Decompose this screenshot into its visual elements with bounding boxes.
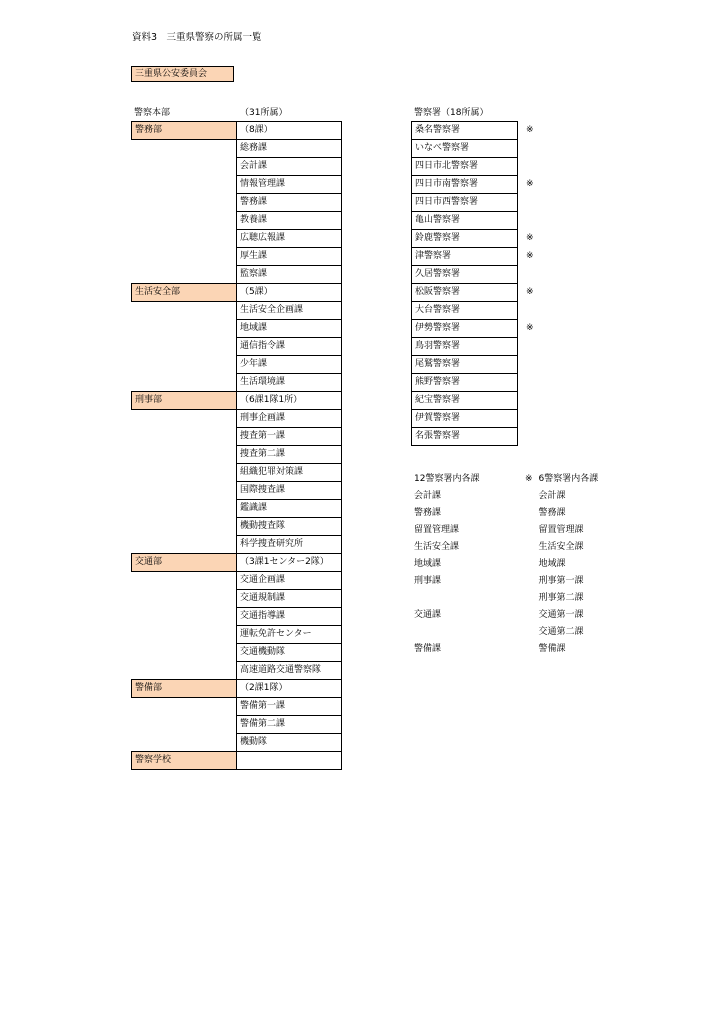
station6-section: 生活安全課 [538, 542, 584, 552]
department-cell [132, 320, 237, 338]
table-row [412, 194, 544, 212]
table-row [132, 590, 342, 608]
table-row [412, 356, 544, 374]
section-cell: 総務課 [237, 140, 342, 158]
station-cell: 尾鷲警察署 [412, 356, 518, 374]
station-cell: 津警察署 [412, 248, 518, 266]
table-row [132, 320, 342, 338]
station6-section: 警備課 [538, 644, 566, 654]
table-row [412, 338, 544, 356]
department-cell [132, 626, 237, 644]
station-mark [518, 428, 544, 446]
stations-table [411, 121, 544, 446]
section-cell: 捜査第二課 [237, 446, 342, 464]
department-cell [132, 464, 237, 482]
table-row [132, 716, 342, 734]
list-item [411, 624, 636, 641]
station6-section: 6警察署内各課 [538, 474, 599, 484]
department-cell [132, 716, 237, 734]
station12-section: 会計課 [414, 491, 442, 501]
section-cell: 監察課 [237, 266, 342, 284]
section-cell: 鑑識課 [237, 500, 342, 518]
station-cell: 四日市北警察署 [412, 158, 518, 176]
station6-section: 刑事第一課 [538, 576, 584, 586]
table-row [132, 626, 342, 644]
station6-mark [517, 488, 536, 505]
table-row [412, 266, 544, 284]
station-mark: ※ [526, 323, 534, 333]
station-cell: 鈴鹿警察署 [412, 230, 518, 248]
table-row [132, 662, 342, 680]
list-item [411, 573, 636, 590]
department-cell [132, 536, 237, 554]
station-cell: 久居警察署 [412, 266, 518, 284]
hq-header-count: （31所属） [240, 108, 288, 118]
department-cell [132, 590, 237, 608]
section-cell: 警務課 [237, 194, 342, 212]
section-cell: 警備第一課 [237, 698, 342, 716]
list-item [411, 488, 636, 505]
station6-section: 地域課 [538, 559, 566, 569]
hq-header-label: 警察本部 [134, 108, 171, 118]
station-cell: 伊勢警察署 [412, 320, 518, 338]
station6-section: 留置管理課 [538, 525, 584, 535]
department-cell [132, 158, 237, 176]
department-cell: 刑事部 [132, 392, 237, 410]
station12-section: 地域課 [414, 559, 442, 569]
station-cell: 鳥羽警察署 [412, 338, 518, 356]
station-mark: ※ [526, 233, 534, 243]
section-cell: 交通企画課 [237, 572, 342, 590]
section-cell: 機動捜査隊 [237, 518, 342, 536]
station6-mark [517, 624, 536, 641]
station6-section: 交通第一課 [538, 610, 584, 620]
hq-table [131, 121, 342, 770]
station-cell: 紀宝警察署 [412, 392, 518, 410]
section-cell: （3課1センター2隊） [237, 554, 342, 572]
station12-section: 交通課 [414, 610, 442, 620]
table-row [132, 644, 342, 662]
commission-box: 三重県公安委員会 [131, 66, 234, 82]
table-row [132, 230, 342, 248]
section-cell: （6課1隊1所） [237, 392, 342, 410]
department-cell [132, 176, 237, 194]
list-item [411, 539, 636, 556]
section-cell: （8課） [237, 122, 342, 140]
table-row [132, 266, 342, 284]
list-item [411, 522, 636, 539]
station6-section: 刑事第二課 [538, 593, 584, 603]
department-cell: 交通部 [132, 554, 237, 572]
department-cell: 警務部 [132, 122, 237, 140]
table-row [132, 518, 342, 536]
list-item [411, 607, 636, 624]
station-cell: 大台警察署 [412, 302, 518, 320]
station6-mark [517, 505, 536, 522]
station12-section: 生活安全課 [414, 542, 460, 552]
station-mark [518, 266, 544, 284]
table-row [132, 392, 342, 410]
station-cell: 熊野警察署 [412, 374, 518, 392]
station6-section: 交通第二課 [538, 627, 584, 637]
station-mark [518, 140, 544, 158]
table-row [132, 302, 342, 320]
station12-section [411, 590, 517, 607]
section-cell: 会計課 [237, 158, 342, 176]
table-row [132, 158, 342, 176]
table-row [412, 122, 544, 140]
section-cell: 組織犯罪対策課 [237, 464, 342, 482]
station-mark: ※ [526, 287, 534, 297]
department-cell [132, 140, 237, 158]
table-row [132, 482, 342, 500]
department-cell [132, 644, 237, 662]
station12-section: 警務課 [414, 508, 442, 518]
section-cell: 高速道路交通警察隊 [237, 662, 342, 680]
section-cell: 教養課 [237, 212, 342, 230]
list-item [411, 641, 636, 658]
station-mark [518, 410, 544, 428]
stations-header: 警察署（18所属） [414, 108, 489, 118]
department-cell [132, 572, 237, 590]
station-cell: 伊賀警察署 [412, 410, 518, 428]
station6-mark [517, 641, 536, 658]
station-mark [518, 338, 544, 356]
list-item [411, 590, 636, 607]
station-mark: ※ [526, 179, 534, 189]
section-cell: 科学捜査研究所 [237, 536, 342, 554]
table-row [132, 122, 342, 140]
department-cell: 警察学校 [132, 752, 237, 770]
table-row [132, 752, 342, 770]
station-mark [518, 212, 544, 230]
table-row [412, 212, 544, 230]
station-mark [518, 158, 544, 176]
table-row [132, 356, 342, 374]
section-cell: 運転免許センター [237, 626, 342, 644]
department-cell [132, 338, 237, 356]
table-row [132, 140, 342, 158]
section-cell: 交通規制課 [237, 590, 342, 608]
department-cell: 警備部 [132, 680, 237, 698]
table-row [132, 428, 342, 446]
department-cell [132, 482, 237, 500]
department-cell [132, 230, 237, 248]
department-cell [132, 500, 237, 518]
station6-mark [517, 539, 536, 556]
table-row [132, 410, 342, 428]
station-cell: 四日市南警察署 [412, 176, 518, 194]
station-mark [518, 356, 544, 374]
department-cell [132, 734, 237, 752]
station12-section: 刑事課 [414, 576, 442, 586]
department-cell [132, 374, 237, 392]
department-cell [132, 266, 237, 284]
department-cell [132, 446, 237, 464]
table-row [132, 176, 342, 194]
station-mark: ※ [526, 251, 534, 261]
section-cell: （2課1隊） [237, 680, 342, 698]
department-cell [132, 518, 237, 536]
section-cell: （5課） [237, 284, 342, 302]
section-cell: 通信指令課 [237, 338, 342, 356]
table-row [412, 248, 544, 266]
station-mark [518, 302, 544, 320]
section-cell: 国際捜査課 [237, 482, 342, 500]
section-cell: 地域課 [237, 320, 342, 338]
station6-mark: ※ [525, 474, 533, 484]
department-cell [132, 248, 237, 266]
station6-mark [517, 590, 536, 607]
section-cell [237, 752, 342, 770]
table-row [412, 374, 544, 392]
list-item [411, 505, 636, 522]
list-item [411, 471, 636, 488]
section-cell: 交通指導課 [237, 608, 342, 626]
station-cell: 亀山警察署 [412, 212, 518, 230]
table-row [132, 554, 342, 572]
department-cell [132, 698, 237, 716]
station6-mark [517, 522, 536, 539]
department-cell [132, 428, 237, 446]
station-mark [518, 392, 544, 410]
station-cell: 四日市西警察署 [412, 194, 518, 212]
section-cell: 捜査第一課 [237, 428, 342, 446]
table-row [412, 230, 544, 248]
station-mark [518, 374, 544, 392]
station-cell: 松阪警察署 [412, 284, 518, 302]
station6-mark [517, 607, 536, 624]
station6-section: 会計課 [538, 491, 566, 501]
department-cell [132, 212, 237, 230]
station6-mark [517, 556, 536, 573]
table-row [132, 338, 342, 356]
station12-section [411, 624, 517, 641]
station-cell: 名張警察署 [412, 428, 518, 446]
table-row [412, 428, 544, 446]
department-cell [132, 302, 237, 320]
section-cell: 情報管理課 [237, 176, 342, 194]
department-cell [132, 662, 237, 680]
table-row [412, 176, 544, 194]
table-row [412, 284, 544, 302]
table-row [412, 158, 544, 176]
department-cell [132, 356, 237, 374]
table-row [132, 608, 342, 626]
station-mark: ※ [526, 125, 534, 135]
station6-mark [517, 573, 536, 590]
section-cell: 機動隊 [237, 734, 342, 752]
table-row [132, 536, 342, 554]
section-cell: 交通機動隊 [237, 644, 342, 662]
table-row [132, 572, 342, 590]
station6-section: 警務課 [538, 508, 566, 518]
section-cell: 広聴広報課 [237, 230, 342, 248]
table-row [132, 212, 342, 230]
department-cell [132, 194, 237, 212]
page-title: 資料3 三重県警察の所属一覧 [132, 32, 262, 43]
table-row [412, 410, 544, 428]
section-cell: 厚生課 [237, 248, 342, 266]
table-row [412, 302, 544, 320]
table-row [412, 320, 544, 338]
department-cell [132, 410, 237, 428]
station-cell: いなべ警察署 [412, 140, 518, 158]
table-row [132, 680, 342, 698]
table-row [132, 698, 342, 716]
station12-section: 警備課 [414, 644, 442, 654]
station-cell: 桑名警察署 [412, 122, 518, 140]
station12-section: 12警察署内各課 [414, 474, 480, 484]
list-item [411, 556, 636, 573]
station-mark [518, 194, 544, 212]
table-row [132, 464, 342, 482]
section-cell: 生活安全企画課 [237, 302, 342, 320]
station12-section: 留置管理課 [414, 525, 460, 535]
table-row [132, 500, 342, 518]
table-row [132, 194, 342, 212]
department-cell [132, 608, 237, 626]
department-cell: 生活安全部 [132, 284, 237, 302]
station-sections-table [411, 471, 636, 658]
table-row [412, 140, 544, 158]
table-row [132, 446, 342, 464]
section-cell: 刑事企画課 [237, 410, 342, 428]
section-cell: 生活環境課 [237, 374, 342, 392]
table-row [132, 374, 342, 392]
table-row [132, 248, 342, 266]
table-row [132, 734, 342, 752]
section-cell: 警備第二課 [237, 716, 342, 734]
table-row [132, 284, 342, 302]
section-cell: 少年課 [237, 356, 342, 374]
table-row [412, 392, 544, 410]
